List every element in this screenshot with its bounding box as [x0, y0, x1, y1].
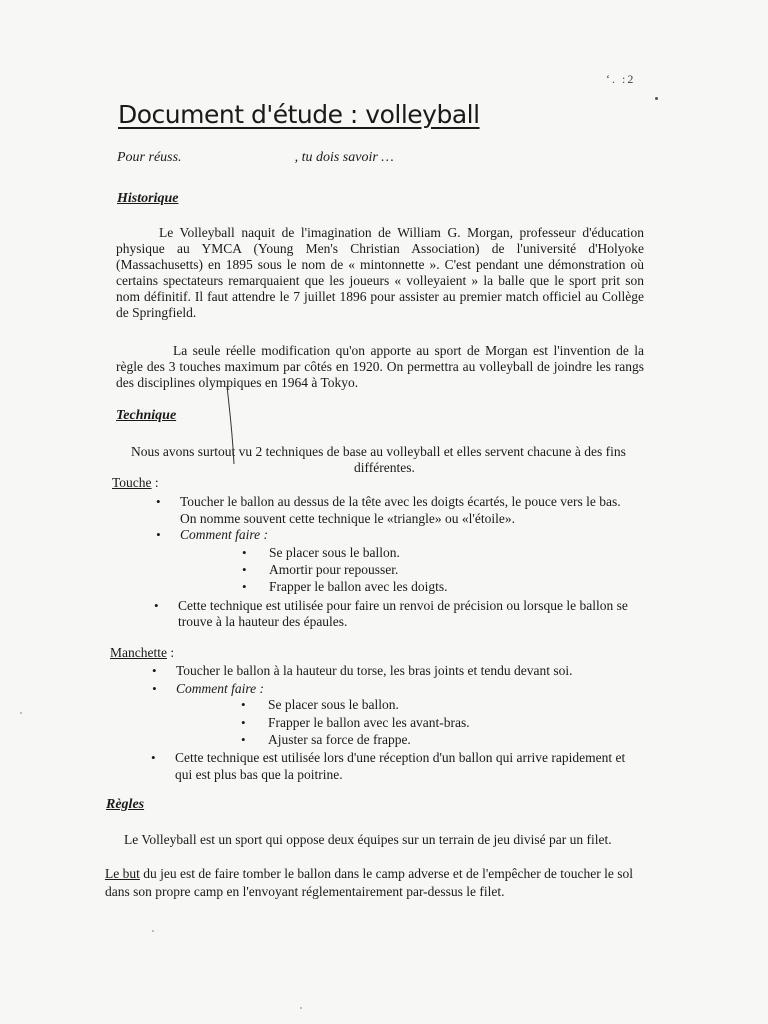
technique-intro-line-1: Nous avons surtout vu 2 techniques de base au volleyball et elles servent chacune à des fins — [131, 444, 626, 459]
historique-paragraph-1 — [116, 225, 644, 321]
manchette-bullet-1: • Toucher le ballon à la hauteur du torse, les bras joints et tendu devant soi. — [176, 663, 572, 679]
scan-speck — [152, 930, 154, 932]
manchette-bullet-3: • Cette technique est utilisée lors d'une réception d'un ballon qui arrive rapidement et — [175, 750, 625, 766]
historique-paragraph-2 — [116, 343, 644, 391]
manchette-label-row — [110, 645, 174, 661]
technique-intro-line-2: différentes. — [354, 460, 415, 475]
manchette-colon: : — [166, 645, 175, 660]
regles-heading: Règles — [106, 797, 145, 812]
touche-label-row — [112, 475, 159, 491]
manchette-bullet-3-line-2: qui est plus bas que la poitrine. — [175, 767, 343, 782]
touche-step-1: • Se placer sous le ballon. — [269, 545, 400, 561]
subtitle — [117, 150, 394, 166]
touche-bullet-1-line-2: On nomme souvent cette technique le «triangle» ou «l'étoile». — [180, 511, 515, 526]
touche-bullet-3-line-2: trouve à la hauteur des épaules. — [178, 614, 348, 629]
technique-heading: Technique — [116, 408, 177, 423]
subtitle-right: , tu dois savoir … — [294, 150, 394, 165]
touche-step-3: • Frapper le ballon avec les doigts. — [269, 579, 447, 595]
but-rest: du jeu est de faire tomber le ballon dans le camp adverse et de l'empêcher de toucher le sol — [139, 866, 633, 881]
historique-text-2: La seule réelle modification qu'on apporte au sport de Morgan est l'invention de la règle des 3 touches maximum par côtés en 1920. On permettra au volleyball de joindre les rangs des disciplines olympiques en 1964 à Tokyo. — [116, 343, 644, 390]
ink-dot — [655, 97, 658, 100]
manchette-step-3: • Ajuster sa force de frappe. — [268, 732, 411, 748]
touche-bullet-3: • Cette technique est utilisée pour faire un renvoi de précision ou lorsque le ballon se — [178, 598, 628, 614]
historique-text-1: Le Volleyball naquit de l'imagination de William G. Morgan, professeur d'éducation physique au YMCA (Young Men's Christian Association) de l'université d'Holyoke (Massachusetts) en 1895 sous le nom de « mintonnette ». C'est pendant une démonstration où certains spectateurs remarquaient que les joueurs « volleyaient » la balle que le sport prit son nom définitif. Il faut attendre le 7 juillet 1896 pour assister au premier match officiel au Collège de Springfield. — [116, 225, 644, 320]
touche-label: Touche — [112, 475, 152, 490]
but-label: Le but — [105, 866, 140, 881]
regles-line-2 — [105, 866, 633, 882]
manchette-label: Manchette — [110, 645, 167, 660]
touche-step-2: • Amortir pour repousser. — [269, 562, 398, 578]
scan-speck — [300, 1007, 302, 1009]
historique-heading: Historique — [117, 191, 179, 206]
manchette-comment-faire: • Comment faire : — [176, 681, 264, 697]
touche-colon: : — [151, 475, 159, 490]
regles-line-1: Le Volleyball est un sport qui oppose deux équipes sur un terrain de jeu divisé par un filet. — [124, 832, 612, 847]
manchette-step-2: • Frapper le ballon avec les avant-bras. — [268, 715, 470, 731]
touche-comment-faire: • Comment faire : — [180, 527, 268, 543]
regles-line-3: dans son propre camp en l'envoyant réglementairement par-dessus le filet. — [105, 884, 505, 899]
touche-bullet-1: • Toucher le ballon au dessus de la tête avec les doigts écartés, le pouce vers le bas. — [180, 494, 621, 510]
subtitle-left: Pour réuss. — [117, 150, 182, 165]
document-title: Document d'étude : volleyball — [118, 100, 480, 129]
page-marker: ʻ. :2 — [606, 72, 636, 86]
scan-speck — [20, 712, 22, 714]
manchette-step-1: • Se placer sous le ballon. — [268, 697, 399, 713]
